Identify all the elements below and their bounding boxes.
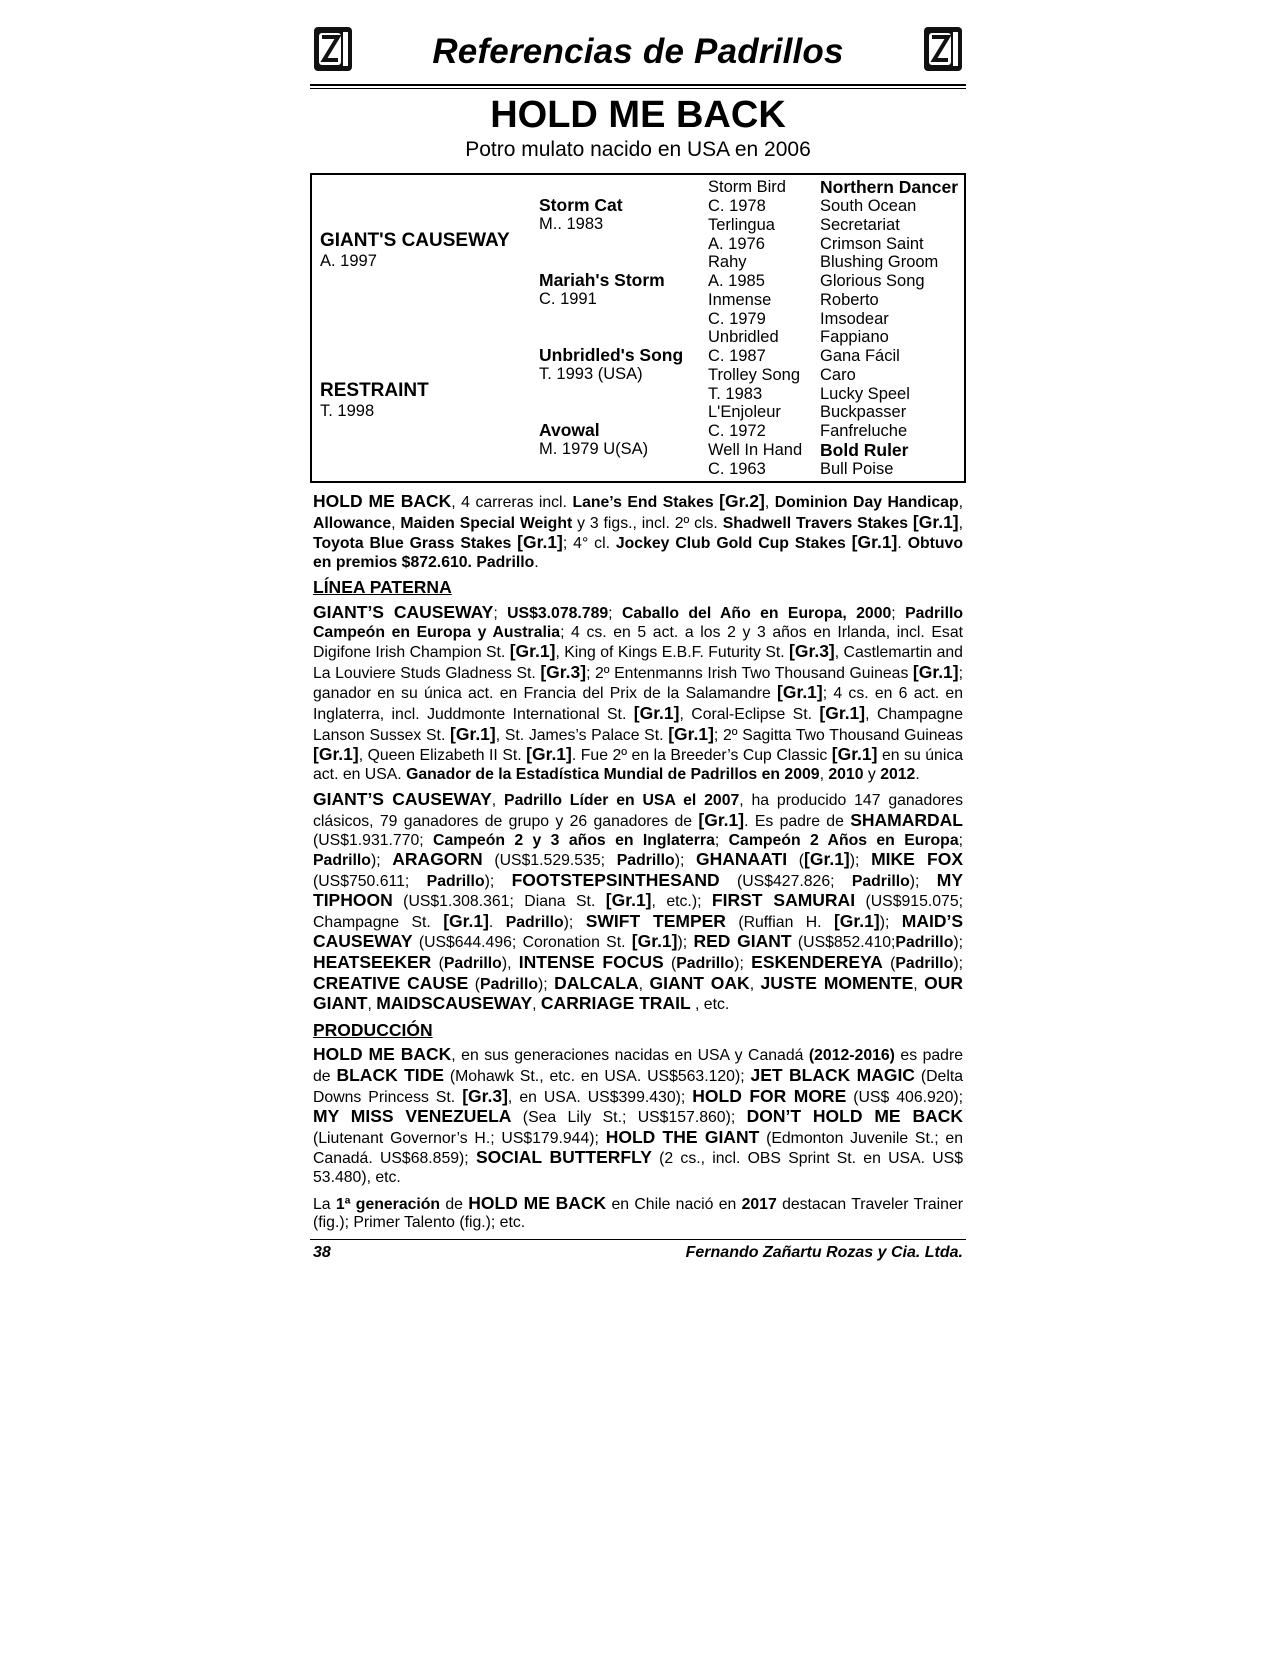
pedigree-g3: Rahy <box>708 253 747 271</box>
page-number: 38 <box>313 1243 331 1261</box>
horse-ref: SHAMARDAL <box>850 809 963 830</box>
horse-ref: DALCALA <box>554 972 639 993</box>
horse-ref: JUSTE MOMENTE <box>760 972 914 993</box>
year-range: (2012-2016) <box>808 1047 895 1065</box>
text-run: , <box>958 494 963 511</box>
header-rule <box>310 84 966 89</box>
title-award: Padrillo Campeón en Europa y Australia <box>313 604 963 641</box>
text-run: , <box>491 792 505 810</box>
text-run: ; 4° cl. <box>562 535 616 553</box>
text-run: ; 4 cs. en 6 act. en Inglaterra, incl. Juddmonte International St. <box>313 685 963 723</box>
pedigree-dam-info: T. 1998 <box>320 402 375 420</box>
text-run: (Liutenant Governor’s H.; US$179.944); <box>313 1129 606 1147</box>
text-run: es padre de <box>313 1047 963 1086</box>
grade-badge: [Gr.1] <box>777 682 823 703</box>
horse-ref: INTENSE FOCUS <box>518 952 664 973</box>
grade-badge: [Gr.2] <box>719 491 765 511</box>
horse-ref: HOLD ME BACK <box>313 491 452 511</box>
text-run: ; <box>714 831 729 849</box>
section-heading-linea-paterna: LÍNEA PATERNA <box>313 577 452 598</box>
horse-ref: RED GIANT <box>693 931 792 952</box>
text-run: , ha producido 147 ganadores clásicos, 79 ganadores de grupo y 26 ganadores de <box>313 792 963 830</box>
text-run: ); <box>849 852 872 870</box>
pedigree-g4: Crimson Saint <box>820 235 924 253</box>
text-run: ); <box>563 913 586 931</box>
text-run: . <box>897 535 908 553</box>
text-run: , Champagne Lanson Sussex St. <box>313 705 964 744</box>
text-run: ( <box>663 955 677 973</box>
text-run: (US$427.826; <box>719 872 852 890</box>
text-run: ; 2º Sagitta Two Thousand Guineas <box>713 726 963 744</box>
text-run: , King of Kings E.B.F. Futurity St. <box>555 644 790 662</box>
text-run: ); <box>677 934 694 952</box>
text-run: (US$915.075; Champagne St. <box>313 893 963 931</box>
progeny-paragraph <box>313 790 963 1015</box>
text-run: , <box>819 765 829 783</box>
text-run: , <box>367 996 377 1014</box>
horse-ref: GIANT’S CAUSEWAY <box>313 789 492 810</box>
text-run: en Chile nació en <box>606 1195 742 1213</box>
sire-paragraph <box>313 603 963 784</box>
text-run: (Mohawk St., etc. en USA. US$563.120); <box>443 1068 751 1086</box>
pedigree-ss-info: M.. 1983 <box>539 215 604 233</box>
pedigree-g3: C. 1987 <box>708 347 766 365</box>
race-name: Maiden Special Weight <box>400 514 573 532</box>
pedigree-sd: Mariah's Storm <box>539 270 665 290</box>
horse-ref: HOLD FOR MORE <box>692 1085 847 1106</box>
grade-badge: [Gr.1] <box>526 744 572 765</box>
horse-ref: CREATIVE CAUSE <box>313 972 469 993</box>
pedigree-g4: Caro <box>820 366 856 384</box>
horse-ref: ESKENDEREYA <box>751 952 883 973</box>
race-name: Shadwell Travers Stakes <box>722 514 909 532</box>
text-run: ; 4 cs. en 5 act. a los 2 y 3 años en Irlanda, incl. Esat Digifone Irish Champion St. <box>313 623 963 662</box>
text-run: . <box>534 553 539 571</box>
text-run: (US$644.496; Coronation St. <box>412 934 632 952</box>
horse-ref: OUR GIANT <box>313 972 963 1014</box>
year: 2012 <box>880 765 916 783</box>
grade-badge: [Gr.3] <box>789 641 835 662</box>
horse-ref: SWIFT TEMPER <box>585 910 726 931</box>
horse-ref: GIANT’S CAUSEWAY <box>313 601 494 622</box>
grade-badge: [Gr.3] <box>462 1085 508 1106</box>
text-run: , Castlemartin and La Louviere Studs Gladness St. <box>313 644 963 682</box>
text-run: , en USA. US$399.430); <box>507 1088 693 1106</box>
grade-badge: [Gr.1] <box>833 910 880 931</box>
race-name: Allowance <box>313 514 392 532</box>
grade-badge: [Gr.1] <box>509 641 556 662</box>
text-run: (Edmonton Juvenile St.; en Canadá. US$68.859); <box>313 1129 963 1168</box>
text-run: ); <box>879 913 902 931</box>
page-footer <box>310 1239 966 1262</box>
text-run: de <box>440 1195 469 1213</box>
horse-ref: ARAGORN <box>392 849 483 870</box>
pedigree-dd: Avowal <box>539 420 600 440</box>
horse-ref: MIKE FOX <box>871 849 963 870</box>
text-run: . <box>915 765 920 783</box>
horse-subtitle: Potro mulato nacido en USA en 2006 <box>465 138 811 161</box>
text-run: ; 2º Entenmanns Irish Two Thousand Guineas <box>586 664 913 682</box>
grade-badge: [Gr.1] <box>517 532 563 553</box>
padrillo-tag: Padrillo <box>313 852 371 870</box>
text-run: ; <box>958 831 963 849</box>
text-run: ; <box>493 604 508 622</box>
grade-badge: [Gr.1] <box>605 890 652 911</box>
padrillo-tag: Padrillo <box>426 872 485 890</box>
text-run: , <box>749 975 761 993</box>
grade-badge: [Gr.3] <box>540 661 587 682</box>
grade-badge: [Gr.1] <box>819 702 866 723</box>
text-run: La <box>313 1195 336 1213</box>
text-run: en su única act. en USA. <box>313 747 964 783</box>
text-run: , <box>532 996 541 1014</box>
text-run: (Ruffian H. <box>725 913 834 931</box>
pedigree-ds: Unbridled's Song <box>539 345 684 365</box>
text-run: , <box>391 514 401 532</box>
pedigree-ss: Storm Cat <box>539 195 623 215</box>
title-award: Campeón 2 y 3 años en Inglaterra <box>433 831 715 849</box>
grade-badge: [Gr.1] <box>804 849 850 870</box>
text-run: . <box>488 913 506 931</box>
text-run: (2 cs., incl. OBS Sprint St. en USA. US$ 53.480), etc. <box>313 1150 963 1186</box>
text-run: , <box>958 514 964 532</box>
text-run: ); <box>734 955 752 973</box>
horse-ref: HOLD ME BACK <box>468 1192 607 1213</box>
pedigree-g4: South Ocean <box>820 197 917 215</box>
pedigree-g4: Imsodear <box>820 310 889 328</box>
production-paragraph <box>313 1045 963 1187</box>
text-run: ); <box>537 975 555 993</box>
earnings-note: Obtuvo en premios $872.610. Padrillo <box>313 535 963 571</box>
pedigree-g3: C. 1979 <box>708 310 766 328</box>
text-run: ), <box>501 955 519 973</box>
padrillo-tag: Padrillo <box>895 955 954 973</box>
padrillo-tag: Padrillo <box>676 955 735 973</box>
pedigree-g4: Blushing Groom <box>820 253 939 271</box>
pedigree-sire-info: A. 1997 <box>320 252 377 270</box>
text-run: . Es padre de <box>744 812 851 830</box>
text-run: ); <box>953 934 963 952</box>
text-run: , etc. <box>690 996 730 1014</box>
text-run: ( <box>468 975 481 993</box>
horse-ref: MAIDSCAUSEWAY <box>376 993 533 1014</box>
career-paragraph <box>313 492 963 572</box>
text-run: (US$ 406.920); <box>846 1088 964 1106</box>
year: 2017 <box>741 1195 777 1213</box>
race-name: Jockey Club Gold Cup Stakes <box>615 535 846 553</box>
text-run: , St. James’s Palace St. <box>495 726 669 744</box>
padrillo-tag: Padrillo <box>443 955 502 973</box>
text-run: (US$852.410; <box>791 934 896 952</box>
text-run: ); <box>953 955 963 973</box>
title-award: Padrillo Líder en USA el 2007 <box>504 792 740 810</box>
grade-badge: [Gr.1] <box>631 931 678 952</box>
logo-icon <box>920 24 966 74</box>
text-run: , <box>638 975 650 993</box>
pedigree-g3: C. 1978 <box>708 197 766 215</box>
text-run: ); <box>674 852 697 870</box>
grade-badge: [Gr.1] <box>668 723 714 744</box>
text-run: , Queen Elizabeth II St. <box>358 747 527 765</box>
pedigree-g3: Terlingua <box>708 216 775 234</box>
text-run: ( <box>882 955 896 973</box>
earnings: US$3.078.789 <box>507 604 609 622</box>
text-run: (US$1.529.535; <box>482 852 617 870</box>
pedigree-g4: Fappiano <box>820 328 889 346</box>
race-name: Dominion Day Handicap <box>774 494 959 511</box>
text-run: ( <box>787 852 805 870</box>
pedigree-g4: Secretariat <box>820 216 900 234</box>
text-run: . Fue 2º en la Breeder’s Cup Classic <box>571 747 832 765</box>
text-run: ); <box>909 872 937 890</box>
grade-badge: [Gr.1] <box>912 511 959 532</box>
pedigree-dam: RESTRAINT <box>320 380 429 401</box>
body-text <box>310 492 966 1233</box>
text-run: (US$750.611; <box>313 872 427 890</box>
text-run: ; <box>608 604 622 622</box>
horse-ref: BLACK TIDE <box>336 1065 444 1086</box>
pedigree-g3: L'Enjoleur <box>708 403 781 421</box>
pedigree-g3: C. 1963 <box>708 460 766 478</box>
text-run: ( <box>431 955 444 973</box>
pedigree-g4: Buckpasser <box>820 403 907 421</box>
text-run: (Sea Lily St.; US$157.860); <box>511 1109 747 1127</box>
chile-paragraph <box>313 1194 963 1233</box>
year: 2010 <box>828 765 864 783</box>
text-run: y <box>863 765 881 783</box>
pedigree-g4: Northern Dancer <box>820 177 959 197</box>
text-run: ); <box>484 872 512 890</box>
text-run: (Delta Downs Princess St. <box>313 1068 963 1106</box>
pedigree-g4: Glorious Song <box>820 272 925 290</box>
horse-ref: MY TIPHOON <box>313 869 964 911</box>
horse-ref: HEATSEEKER <box>313 952 432 973</box>
text-run: destacan Traveler Trainer (fig.); Primer Talento (fig.); etc. <box>313 1195 964 1232</box>
pedigree-g3: A. 1985 <box>708 272 765 290</box>
grade-badge: [Gr.1] <box>831 744 878 765</box>
pedigree-g4: Roberto <box>820 291 879 309</box>
pedigree-g4: Bull Poise <box>820 460 894 478</box>
text-run: (US$1.308.361; Diana St. <box>392 893 606 911</box>
pedigree-sire: GIANT'S CAUSEWAY <box>320 230 510 251</box>
pedigree-g4: Fanfreluche <box>820 422 908 440</box>
grade-badge: [Gr.1] <box>450 723 496 744</box>
grade-badge: [Gr.1] <box>443 910 489 931</box>
title-award: Caballo del Año en Europa, 2000 <box>621 604 892 622</box>
text-run: , <box>764 494 775 511</box>
pedigree-ds-info: T. 1993 (USA) <box>539 365 643 383</box>
pedigree-g4: Gana Fácil <box>820 347 900 365</box>
pedigree-table <box>310 173 966 483</box>
grade-badge: [Gr.1] <box>912 661 959 682</box>
text-run: , etc.); <box>651 893 712 911</box>
text-run: y 3 figs., incl. 2º cls. <box>572 514 723 532</box>
title-award: Campeón 2 Años en Europa <box>728 831 959 849</box>
grade-badge: [Gr.1] <box>698 809 745 830</box>
header-title: Referencias de Padrillos <box>432 32 844 71</box>
text-run: , <box>913 975 925 993</box>
race-name: Toyota Blue Grass Stakes <box>313 535 512 553</box>
pedigree-g4: Lucky Speel <box>820 385 910 403</box>
pedigree-dd-info: M. 1979 U(SA) <box>539 440 649 458</box>
footer-company: Fernando Zañartu Rozas y Cia. Ltda. <box>685 1243 963 1261</box>
race-name: Lane’s End Stakes <box>572 494 714 511</box>
horse-ref: DON’T HOLD ME BACK <box>746 1106 964 1127</box>
pedigree-g3: C. 1972 <box>708 422 766 440</box>
padrillo-tag: Padrillo <box>480 975 538 993</box>
horse-ref: JET BLACK MAGIC <box>750 1065 915 1086</box>
page-header <box>310 18 966 82</box>
horse-ref: FIRST SAMURAI <box>711 890 856 911</box>
horse-ref: HOLD ME BACK <box>313 1044 452 1065</box>
horse-name: HOLD ME BACK <box>490 94 786 136</box>
pedigree-g3: T. 1983 <box>708 385 763 403</box>
horse-ref: HOLD THE GIANT <box>605 1126 760 1147</box>
text-run: , Coral-Eclipse St. <box>679 705 820 723</box>
text-run: , 4 carreras incl. <box>451 494 573 511</box>
padrillo-tag: Padrillo <box>616 852 675 870</box>
pedigree-g3: Trolley Song <box>708 366 801 384</box>
horse-ref: CARRIAGE TRAIL <box>540 993 691 1014</box>
pedigree-g3: Unbridled <box>708 328 779 346</box>
pedigree-g3: Storm Bird <box>708 178 786 196</box>
text-run: ); <box>370 852 393 870</box>
text-run: ; ganador en su única act. en Francia del Prix de la Salamandre <box>313 664 964 703</box>
page <box>310 18 966 1262</box>
pedigree-sd-info: C. 1991 <box>539 290 597 308</box>
horse-ref: SOCIAL BUTTERFLY <box>475 1147 652 1168</box>
padrillo-tag: Padrillo <box>895 934 954 952</box>
text-run: (US$1.931.770; <box>313 831 434 849</box>
padrillo-tag: Padrillo <box>851 872 910 890</box>
horse-ref: FOOTSTEPSINTHESAND <box>511 869 720 890</box>
horse-ref: GIANT OAK <box>649 972 750 993</box>
horse-ref: GHANAATI <box>696 849 788 870</box>
generation-label: 1ª generación <box>335 1195 441 1213</box>
padrillo-tag: Padrillo <box>505 913 564 931</box>
pedigree-g3: A. 1976 <box>708 235 765 253</box>
title-award: Ganador de la Estadística Mundial de Padrillos en 2009 <box>406 765 820 783</box>
text-run: ; <box>891 604 906 622</box>
pedigree-g3: Well In Hand <box>708 441 803 459</box>
text-run: , en sus generaciones nacidas en USA y Canadá <box>451 1047 809 1065</box>
grade-badge: [Gr.1] <box>313 744 359 765</box>
pedigree-g3: Inmense <box>708 291 772 309</box>
grade-badge: [Gr.1] <box>851 532 898 553</box>
horse-ref: MAID’S CAUSEWAY <box>313 910 963 952</box>
grade-badge: [Gr.1] <box>633 702 680 723</box>
section-heading-produccion: PRODUCCIÓN <box>313 1019 433 1040</box>
pedigree-g4: Bold Ruler <box>820 440 909 460</box>
horse-ref: MY MISS VENEZUELA <box>313 1106 512 1127</box>
